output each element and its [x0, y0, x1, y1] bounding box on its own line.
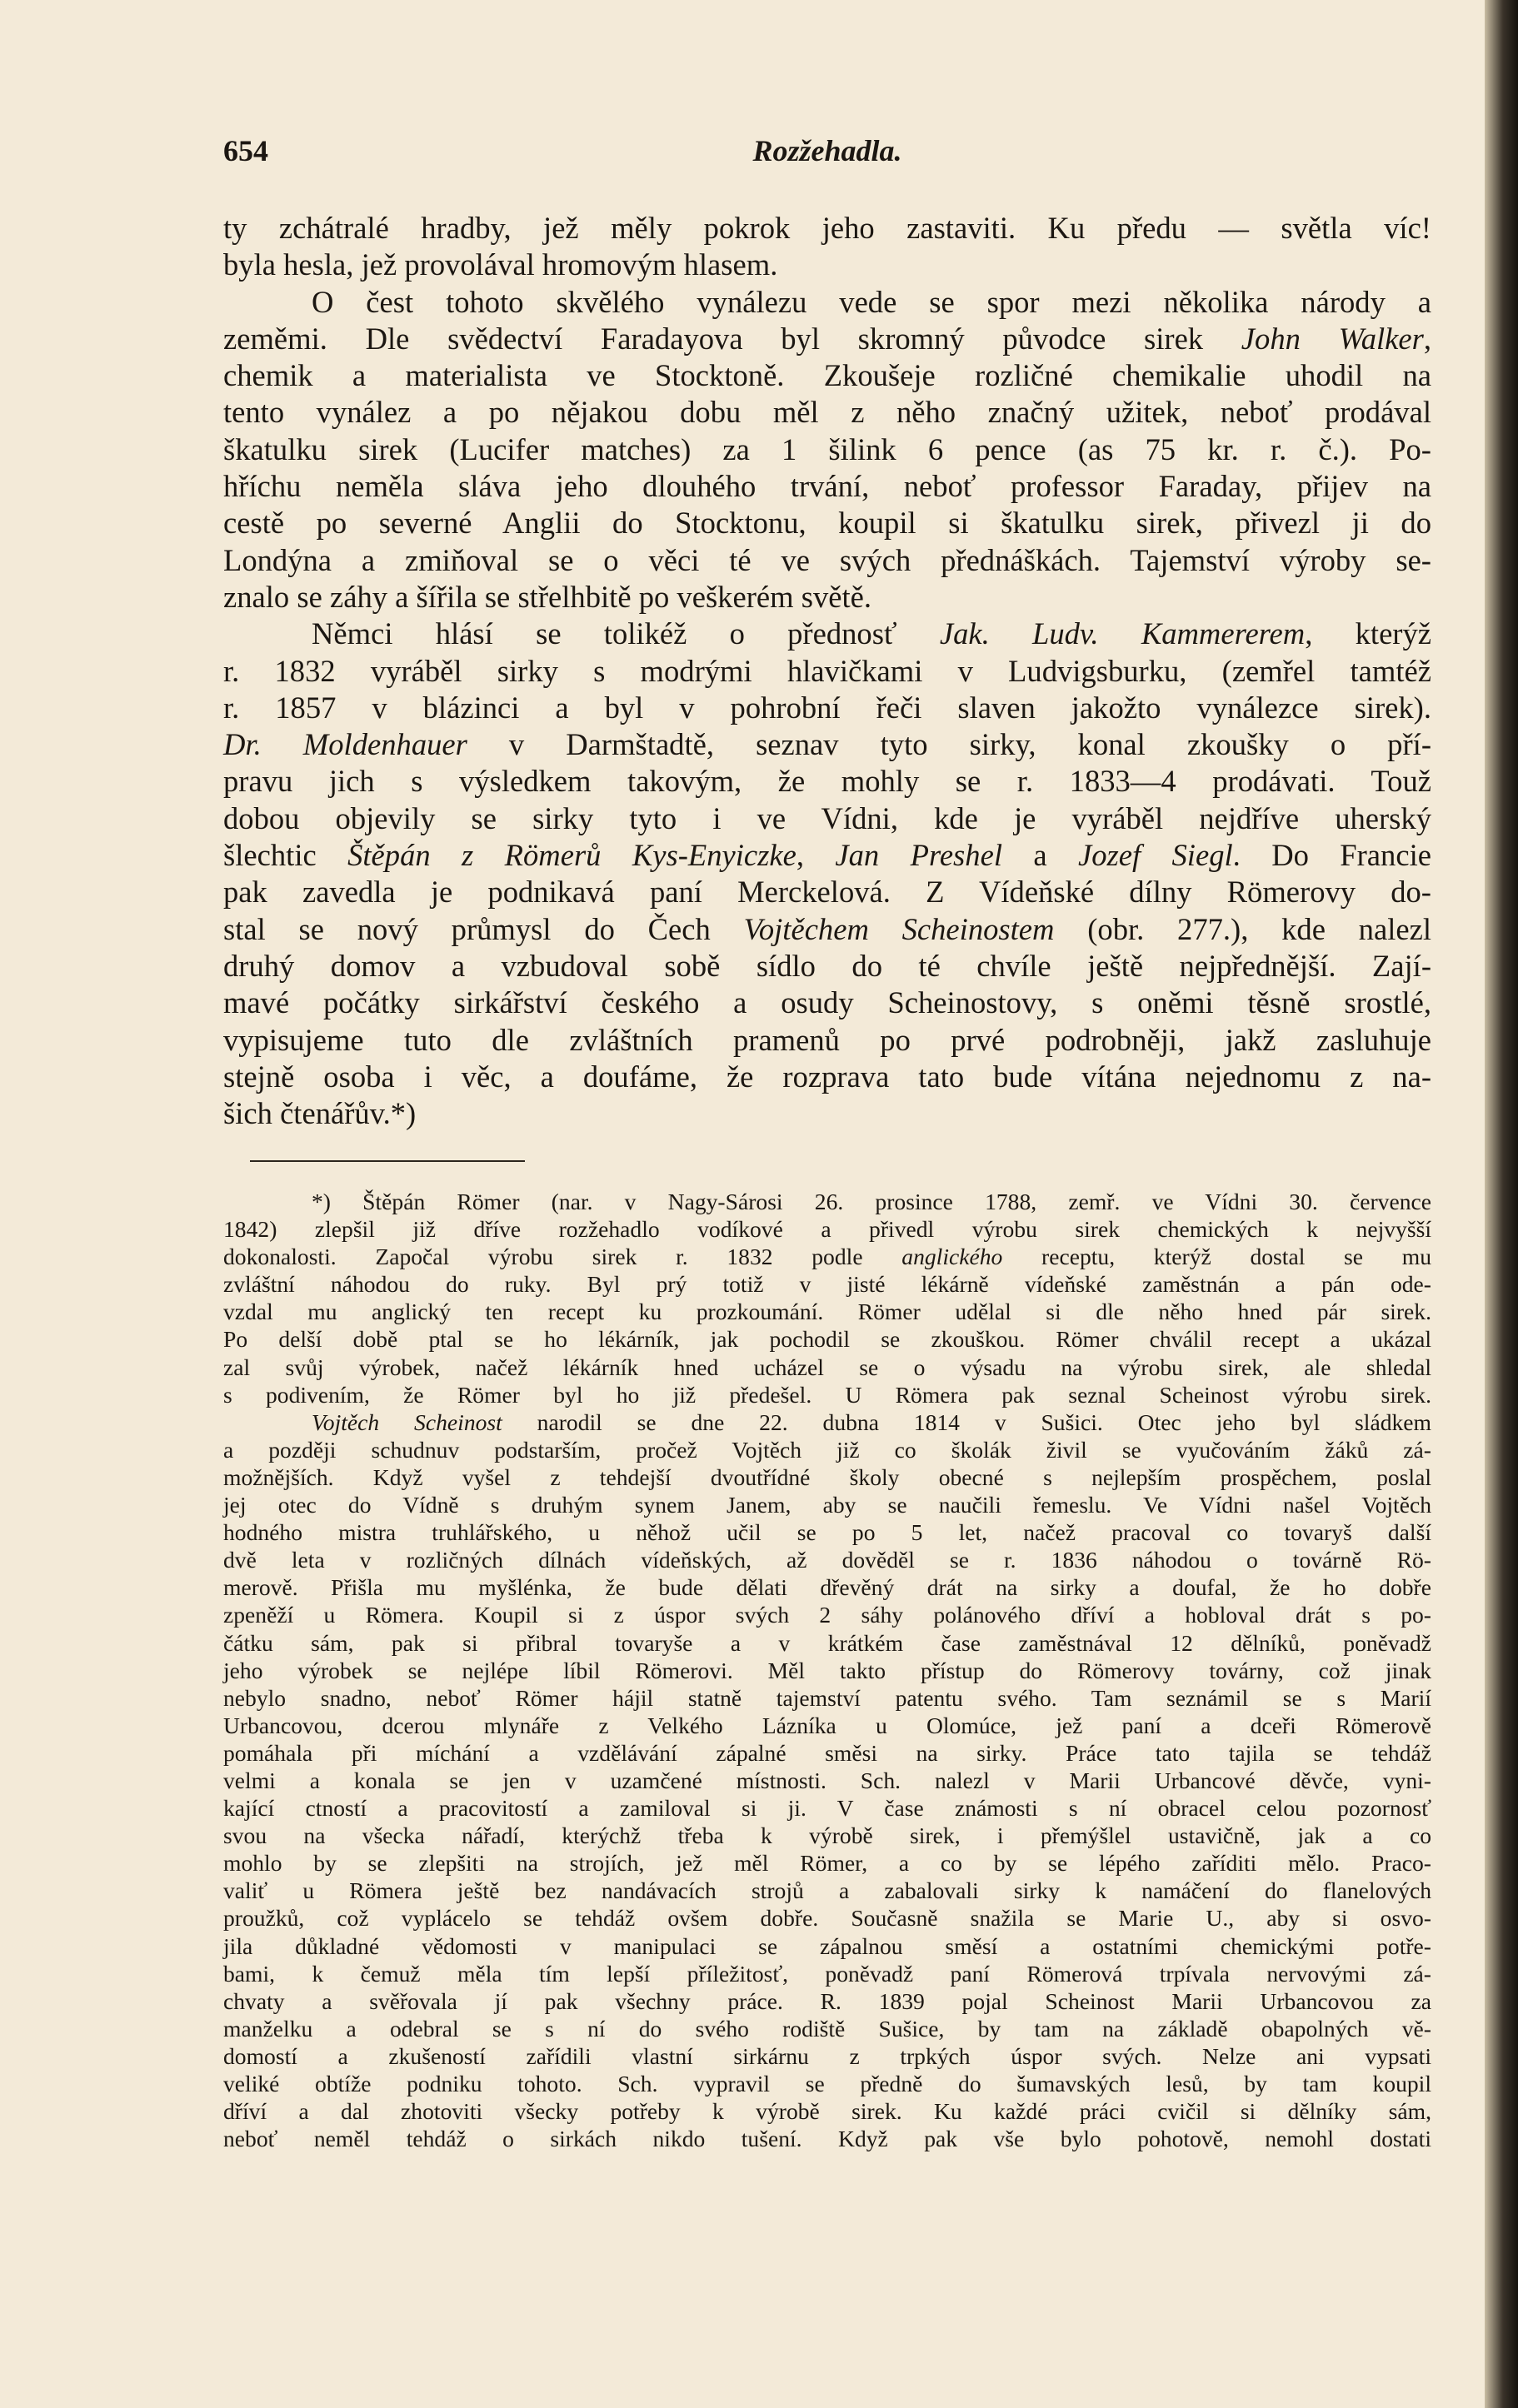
main-text-line [223, 1059, 1431, 1095]
footnote-line [223, 1573, 1431, 1601]
text-segment: pak zavedla je podnikavá paní Merckelová. Z Vídeňské dílny Römerovy do- [223, 875, 1431, 910]
text-segment: zvláštní náhodou do ruky. Byl prý totiž v jisté lékárně vídeňské zaměstnán a pán ode- [223, 1271, 1431, 1298]
footnote-line [223, 1381, 1431, 1408]
text-segment: dvě leta v rozličných dílnách vídeňských, až dověděl se r. 1836 náhodou o továrně Rö- [223, 1547, 1431, 1573]
text-segment: stejně osoba i věc, a doufáme, že rozprava tato bude vítána nejednomu z na- [223, 1059, 1431, 1094]
footnote-line [223, 1298, 1431, 1325]
text-segment: *) Štěpán Römer (nar. v Nagy-Sárosi 26. prosince 1788, zemř. ve Vídni 30. července [312, 1189, 1431, 1214]
text-segment: , [1423, 321, 1432, 356]
main-text-line [223, 690, 1431, 726]
footnote-line [223, 1463, 1431, 1491]
italic-text: John Walker [1241, 321, 1424, 356]
text-segment: a [1001, 838, 1078, 873]
footnote-line [223, 2015, 1431, 2042]
footnote-line [223, 1546, 1431, 1573]
text-segment: narodil se dne 22. dubna 1814 v Sušici. Otec jeho byl sládkem [502, 1408, 1432, 1435]
main-text-line [223, 726, 1431, 763]
main-text-line [223, 763, 1431, 800]
text-segment: šlechtic [223, 838, 348, 873]
text-segment: zal svůj výrobek, načež lékárník hned ucházel se o výsadu na výrobu sirek, ale shledal [223, 1354, 1431, 1380]
text-segment: byla hesla, jež provolával hromovým hlasem. [223, 247, 778, 282]
italic-text: Vojtěch Scheinost [312, 1408, 502, 1435]
main-text-line [223, 653, 1431, 690]
text-segment: mavé počátky sirkářství českého a osudy Scheinostovy, s oněmi těsně srostlé, [223, 985, 1431, 1020]
text-segment: pomáhala při míchání a vzdělávání zápalné směsi na sirky. Práce tato tajila se tehdáž [223, 1739, 1431, 1766]
text-segment: . Do Francie [1232, 838, 1431, 873]
page-number: 654 [223, 134, 268, 167]
footnote [223, 1188, 1431, 2152]
text-segment: šich čtenářův.*) [223, 1096, 417, 1131]
footnote-line [223, 1877, 1431, 1904]
main-text-line [223, 1095, 1431, 1132]
text-segment: (obr. 277.), kde nalezl [1054, 911, 1432, 946]
footnote-divider [250, 1160, 525, 1162]
footnote-line [223, 1215, 1431, 1243]
text-segment: r. 1832 vyráběl sirky s modrými hlavičkami v Ludvigsburku, (zemřel tamtéž [223, 653, 1431, 688]
italic-text: Vojtěchem Scheinostem [743, 911, 1055, 946]
text-segment: stal se nový průmysl do Čech [223, 911, 744, 946]
main-text-line [223, 911, 1431, 948]
footnote-line [223, 1822, 1431, 1849]
main-text-line [223, 985, 1431, 1021]
italic-text: anglického [901, 1244, 1003, 1270]
text-segment: dokonalosti. Započal výrobu sirek r. 1832 podle [223, 1244, 902, 1270]
page-binding-edge [1485, 0, 1518, 2408]
footnote-line [223, 1188, 1431, 1215]
italic-text: Jozef Siegl [1077, 838, 1233, 873]
text-segment: kající ctností a pracovitostí a zamiloval si ji. V čase známosti s ní obracel celou pozornosť [223, 1795, 1431, 1822]
text-segment: v Darmštadtě, seznav tyto sirky, konal zkoušky o pří- [467, 727, 1431, 762]
italic-text: Jak. Ludv. Kammererem [939, 616, 1306, 651]
footnote-line [223, 1436, 1431, 1463]
text-segment: , kterýž [1305, 616, 1432, 651]
footnote-line [223, 1491, 1431, 1518]
main-text-line [223, 431, 1431, 468]
text-segment: valiť u Römera ještě bez nandávacích strojů a zabalovali sirky k namáčení do flanelových [223, 1877, 1431, 1904]
footnote-line [223, 1354, 1431, 1381]
text-segment: veliké obtíže podniku tohoto. Sch. vypravil se předně do šumavských lesů, by tam koupil [223, 2071, 1431, 2096]
text-segment: jila důkladné vědomosti v manipulaci se zápalnou směsí a ostatními chemickými potře- [223, 1932, 1431, 1959]
text-segment: receptu, kterýž dostal se mu [1002, 1244, 1431, 1270]
main-text-line [223, 542, 1431, 579]
footnote-line [223, 1657, 1431, 1684]
text-segment: mohlo by se zlepšiti na strojích, jež měl Römer, a co by se lépého zaříditi mělo. Praco- [223, 1850, 1431, 1877]
text-segment: pravu jich s výsledkem takovým, že mohly se r. 1833—4 prodávati. Touž [223, 764, 1431, 799]
text-segment: škatulku sirek (Lucifer matches) za 1 šilink 6 pence (as 75 kr. r. č.). Po- [223, 431, 1431, 466]
text-segment: chemik a materialista ve Stocktoně. Zkoušeje rozličné chemikalie uhodil na [223, 358, 1431, 393]
main-text [223, 210, 1431, 1132]
italic-text: Dr. Moldenhauer [223, 727, 467, 762]
main-text-line [223, 616, 1431, 652]
main-text-line [223, 357, 1431, 394]
text-segment: jej otec do Vídně s druhým synem Janem, aby se naučili řemeslu. Ve Vídni našel Vojtěch [223, 1492, 1431, 1518]
text-segment: vzdal mu anglický ten recept ku prozkoumání. Römer udělal si dle něho hned pár sirek. [223, 1299, 1431, 1325]
text-segment: proužků, což vyplácelo se tehdáž ovšem dobře. Současně snažila se Marie U., aby si osvo- [223, 1905, 1431, 1932]
text-segment: znalo se záhy a šířila se střelhbitě po veškerém světě. [223, 579, 872, 614]
main-text-line [223, 394, 1431, 431]
footnote-line [223, 1849, 1431, 1877]
text-segment: cestě po severné Anglii do Stocktonu, koupil si škatulku sirek, přivezl ji do [223, 506, 1431, 541]
italic-text: Štěpán z Römerů Kys-Enyiczke [347, 838, 796, 873]
text-segment: možnějších. Když vyšel z tehdejší dvoutřídné školy obecné s nejlepším prospěchem, poslal [223, 1463, 1431, 1490]
main-text-line [223, 468, 1431, 505]
main-text-line [223, 210, 1431, 247]
text-segment: chvaty a svěřovala jí pak všechny práce. R. 1839 pojal Scheinost Marii Urbancovou za [223, 1987, 1431, 2014]
main-text-line [223, 1022, 1431, 1059]
text-segment: bami, k čemuž měla tím lepší příležitosť, poněvadž paní Römerová trpívala nervovými zá- [223, 1960, 1431, 1987]
text-segment: 1842) zlepšil již dříve rozžehadlo vodíkové a přivedl výrobu sirek chemických k nejvyšší [223, 1216, 1431, 1243]
footnote-line [223, 2125, 1431, 2152]
footnote-line [223, 1794, 1431, 1822]
text-segment: Londýna a zmiňoval se o věci té ve svých přednáškách. Tajemství výroby se- [223, 542, 1431, 577]
italic-text: Jan Preshel [835, 838, 1002, 873]
text-segment: vypisujeme tuto dle zvláštních pramenů po prvé podrobněji, jakž zasluhuje [223, 1022, 1431, 1057]
footnote-line [223, 1712, 1431, 1739]
text-segment: domostí a zkušeností zařídili vlastní sirkárnu z trpkých úspor svých. Nelze ani vypsati [223, 2042, 1431, 2069]
text-segment: velmi a konala se jen v uzamčené místnosti. Sch. nalezl v Marii Urbancové děvče, vyni- [223, 1767, 1431, 1793]
footnote-line [223, 1601, 1431, 1628]
footnote-line [223, 1739, 1431, 1767]
main-text-line [223, 874, 1431, 910]
footnote-line [223, 1987, 1431, 2015]
text-segment: Urbancovou, dcerou mlynáře z Velkého Lázníka u Olomúce, jež paní a dceři Römerově [223, 1712, 1431, 1738]
text-segment: neboť neměl tehdáž o sirkách nikdo tušení. Když pak vše bylo pohotově, nemohl dostati [223, 2126, 1431, 2152]
footnote-line [223, 1684, 1431, 1712]
footnote-line [223, 2070, 1431, 2097]
running-title: Rozžehadla. [752, 134, 902, 167]
text-segment: hodného mistra truhlářského, u něhož učil se po 5 let, načež pracoval co tovaryš další [223, 1519, 1431, 1546]
footnote-line [223, 1408, 1431, 1436]
text-segment: dříví a dal zhotoviti všecky potřeby k výrobě sirek. Ku každé práci cvičil si dělníky sám, [223, 2098, 1431, 2125]
text-segment: zpeněží u Römera. Koupil si z úspor svých 2 sáhy polánového dříví a hobloval drát s po- [223, 1602, 1431, 1628]
text-segment: svou na všecka nářadí, kterýchž třeba k výrobě sirek, i přemýšlel ustavičně, jak a co [223, 1822, 1431, 1849]
text-segment: jeho výrobek se nejlépe líbil Römerovi. Měl takto přístup do Römerovy továrny, což jinak [223, 1657, 1431, 1683]
main-text-line [223, 321, 1431, 357]
text-segment: Němci hlásí se tolikéž o přednosť [312, 616, 940, 651]
footnote-line [223, 1270, 1431, 1298]
main-text-line [223, 579, 1431, 616]
text-segment: a později schudnuv podstarším, pročež Vojtěch již co školák živil se vyučováním žáků zá- [223, 1436, 1431, 1463]
text-segment: tento vynález a po nějakou dobu měl z něho značný užitek, neboť prodával [223, 395, 1431, 430]
text-segment: nebylo snadno, neboť Römer hájil statně tajemství patentu svého. Tam seznámil se s Marií [223, 1684, 1431, 1711]
footnote-line [223, 1325, 1431, 1353]
main-text-line [223, 247, 1431, 283]
text-segment: zeměmi. Dle svědectví Faradayova byl skromný původce sirek [223, 321, 1241, 356]
footnote-line [223, 1243, 1431, 1270]
text-segment: s podivením, že Römer byl ho již předešel. U Römera pak seznal Scheinost výrobu sirek. [223, 1381, 1431, 1408]
text-segment: druhý domov a vzbudoval sobě sídlo do té chvíle ještě nejpřednější. Zají- [223, 948, 1431, 983]
footnote-line [223, 1629, 1431, 1657]
text-segment: manželku a odebral se s ní do svého rodiště Sušice, by tam na základě obapolných vě- [223, 2015, 1431, 2042]
text-segment: ty zchátralé hradby, jež měly pokrok jeho zastaviti. Ku předu — světla víc! [223, 211, 1431, 245]
main-text-line [223, 505, 1431, 541]
page-header [223, 133, 1431, 175]
footnote-line [223, 1932, 1431, 1960]
footnote-line [223, 2042, 1431, 2070]
text-segment: r. 1857 v blázinci a byl v pohrobní řeči slaven jakožto vynálezce sirek). [223, 690, 1431, 725]
text-segment: O čest tohoto skvělého vynálezu vede se spor mezi několika národy a [312, 284, 1431, 319]
text-segment: Po delší době ptal se ho lékárník, jak pochodil se zkouškou. Römer chválil recept a ukázal [223, 1326, 1431, 1353]
footnote-line [223, 2097, 1431, 2125]
text-segment: čátku sám, pak si přibral tovaryše a v krátkém čase zaměstnával 12 dělníků, poněvadž [223, 1629, 1431, 1656]
footnote-line [223, 1960, 1431, 1987]
text-segment: hříchu neměla sláva jeho dlouhého trvání, neboť professor Faraday, přijev na [223, 469, 1431, 504]
footnote-line [223, 1904, 1431, 1932]
main-text-line [223, 837, 1431, 874]
main-text-line [223, 284, 1431, 321]
footnote-line [223, 1518, 1431, 1546]
text-segment: dobou objevily se sirky tyto i ve Vídni, kde je vyráběl nejdříve uherský [223, 800, 1431, 835]
text-segment: merově. Přišla mu myšlénka, že bude dělati dřevěný drát na sirky a doufal, že ho dobře [223, 1574, 1431, 1601]
footnote-line [223, 1767, 1431, 1794]
text-segment: , [796, 838, 836, 873]
main-text-line [223, 800, 1431, 837]
main-text-line [223, 948, 1431, 985]
